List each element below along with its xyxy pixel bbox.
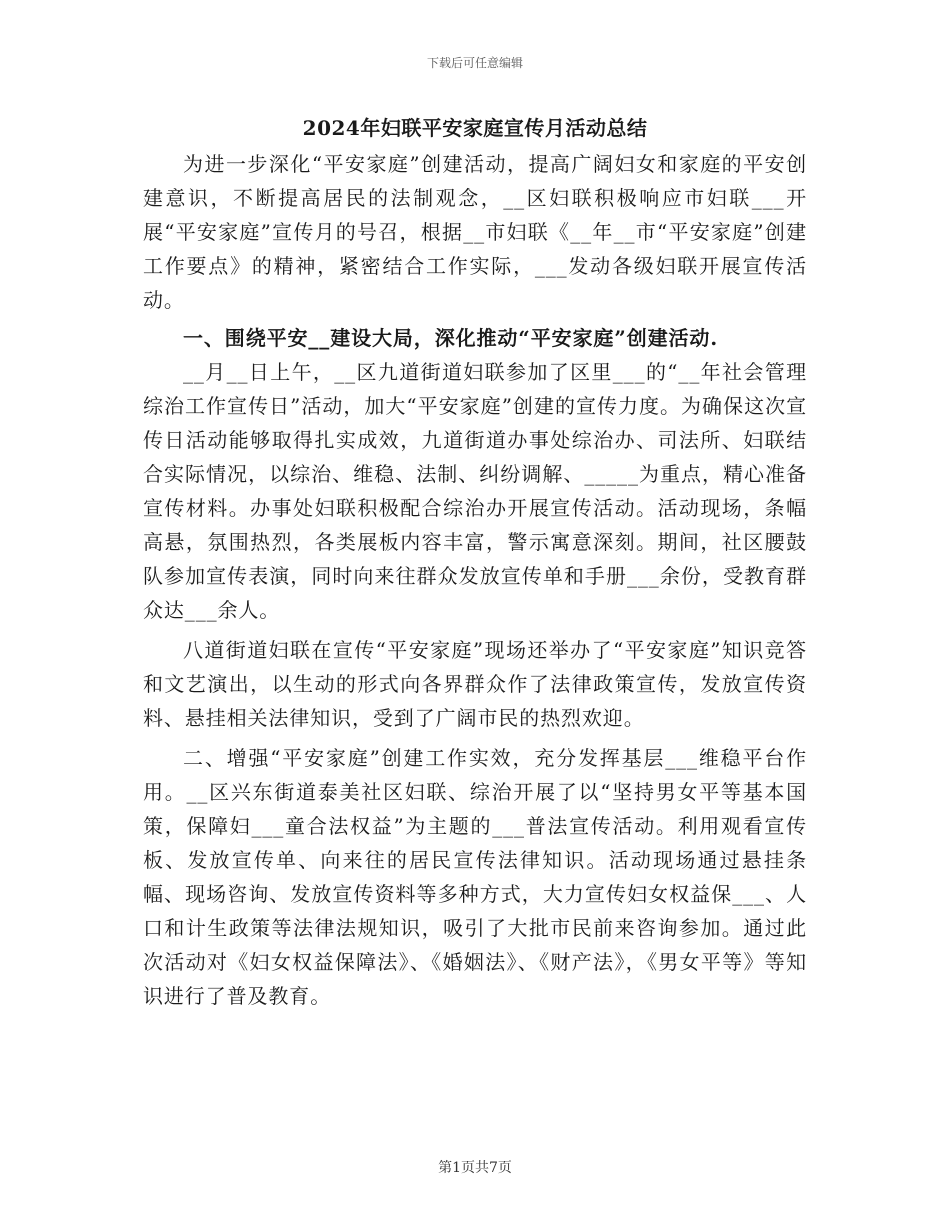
document-title: 2024年妇联平安家庭宣传月活动总结 [302,116,648,140]
paragraph-badao: 八道街道妇联在宣传“平安家庭”现场还举办了“平安家庭”知识竞答和文艺演出，以生动的形式向各界群众作了法律政策宣传，发放宣传资料、悬挂相关法律知识，受到了广阔市民的热烈欢迎。 [143,638,807,730]
paragraph-section-2: 二、增强“平安家庭”创建工作实效，充分发挥基层___维稳平台作用。__区兴东街道泰美社区妇联、综治开展了以“坚持男女平等基本国策，保障妇___童合法权益”为主题的___普法宣传活动。利用观看宣传板、发放宣传单、向来往的居民宣传法律知识。活动现场通过悬挂条幅、现场咨询、发放宣传资料等多种方式，大力宣传妇女权益保___、人口和计生政策等法律法规知识，吸引了大批市民前来咨询参加。通过此次活动对《妇女权益保障法》、《婚姻法》、《财产法》，《男女平等》等知识进行了普及教育。 [143,746,807,1008]
paragraph-intro: 为进一步深化“平安家庭”创建活动，提高广阔妇女和家庭的平安创建意识，不断提高居民的法制观念，__区妇联积极响应市妇联___开展“平安家庭”宣传月的号召，根据__市妇联《__年__市“平安家庭”创建工作要点》的精神，紧密结合工作实际，___发动各级妇联开展宣传活动。 [143,152,807,312]
page-number: 第1页共7页 [438,1160,512,1176]
page-header-note: 下载后可任意编辑 [426,56,523,70]
paragraph-jiudao: __月__日上午，__区九道街道妇联参加了区里___的“__年社会管理综治工作宣传日”活动，加大“平安家庭”创建的宣传力度。为确保这次宣传日活动能够取得扎实成效，九道街道办事处综治办、司法所、妇联结合实际情况，以综治、维稳、法制、纠纷调解、_____为重点，精心准备宣传材料。办事处妇联积极配合综治办开展宣传活动。活动现场，条幅高悬，氛围热烈，各类展板内容丰富，警示寓意深刻。期间，社区腰鼓队参加宣传表演，同时向来往群众发放宣传单和手册___余份，受教育群众达___余人。 [143,360,807,622]
document-body [143,112,807,1013]
section-heading-1: 一、围绕平安__建设大局，深化推动“平安家庭”创建活动. [183,326,719,350]
